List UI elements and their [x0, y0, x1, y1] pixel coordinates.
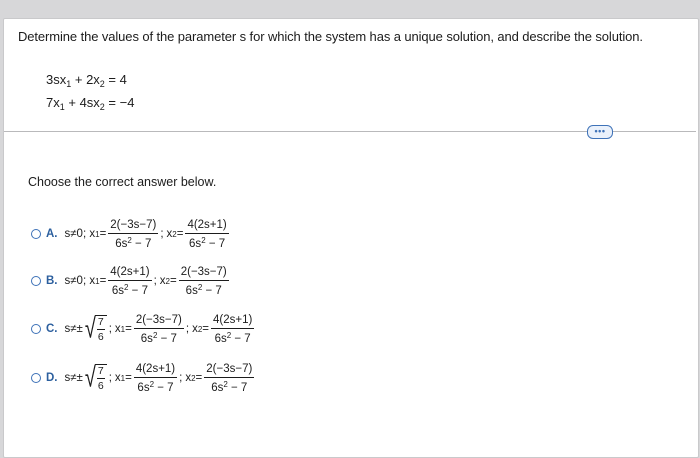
x2-fraction: $\frac{2(-3s-7)}{6s^2 - 7}$	[180, 265, 227, 297]
x1-fraction: $\frac{2(-3s-7)}{6s^2 - 7}$	[110, 218, 157, 250]
option-c[interactable]	[31, 307, 351, 351]
more-options-button[interactable]: •••	[587, 125, 613, 139]
question-text: Determine the values of the parameter s for which the system has a unique solution, and describe the solution.	[18, 29, 643, 44]
option-a-math: s≠0; x 1 = $\frac{2(-3s-7)}{6s^2 - 7}$ ; x 2 = $\frac{4(2s+1)}{6s^2 - 7}$	[64, 218, 227, 250]
x1-fraction: $\frac{2(-3s-7)}{6s^2 - 7}$	[135, 313, 182, 345]
x1-fraction: $\frac{4(2s+1)}{6s^2 - 7}$	[110, 265, 150, 297]
option-letter: B.	[46, 275, 58, 287]
option-c-math: s≠± √ 7 6 ; x 1 = $\frac{2(-3s-7)}{6s^2 - 7}$ ; x 2 = $\frac{4(2s+1)}{6s^2 - 7}$	[64, 313, 253, 345]
radio-a[interactable]	[31, 229, 41, 239]
option-a[interactable]	[31, 212, 351, 256]
x1-fraction: $\frac{4(2s+1)}{6s^2 - 7}$	[135, 362, 176, 394]
option-d-math: s≠± √ 7 6 ; x 1 = $\frac{4(2s+1)}{6s^2 - 7}$ ; x 2 = $\frac{2(-3s-7)}{6s^2 - 7}$	[64, 362, 253, 394]
x2-fraction: $\frac{2(-3s-7)}{6s^2 - 7}$	[206, 362, 253, 394]
x2-fraction: $\frac{4(2s+1)}{6s^2 - 7}$	[187, 218, 227, 250]
radio-c[interactable]	[31, 324, 41, 334]
radio-b[interactable]	[31, 276, 41, 286]
square-root: √ 7 6	[85, 315, 107, 343]
answer-prompt: Choose the correct answer below.	[28, 175, 217, 189]
option-b[interactable]	[31, 259, 351, 303]
option-letter: A.	[46, 228, 58, 240]
x2-fraction: $\frac{4(2s+1)}{6s^2 - 7}$	[212, 313, 253, 345]
equation-2: $7x_1 + 4sx_2 = -4$	[46, 95, 135, 112]
option-b-math: s≠0; x 1 = $\frac{4(2s+1)}{6s^2 - 7}$ ; x 2 = $\frac{2(-3s-7)}{6s^2 - 7}$	[64, 265, 227, 297]
square-root: √ 7 6	[85, 364, 107, 392]
option-letter: D.	[46, 372, 58, 384]
option-d[interactable]	[31, 356, 351, 400]
equation-1: $3sx_1 + 2x_2 = 4$	[46, 72, 127, 89]
option-letter: C.	[46, 323, 58, 335]
radio-d[interactable]	[31, 373, 41, 383]
